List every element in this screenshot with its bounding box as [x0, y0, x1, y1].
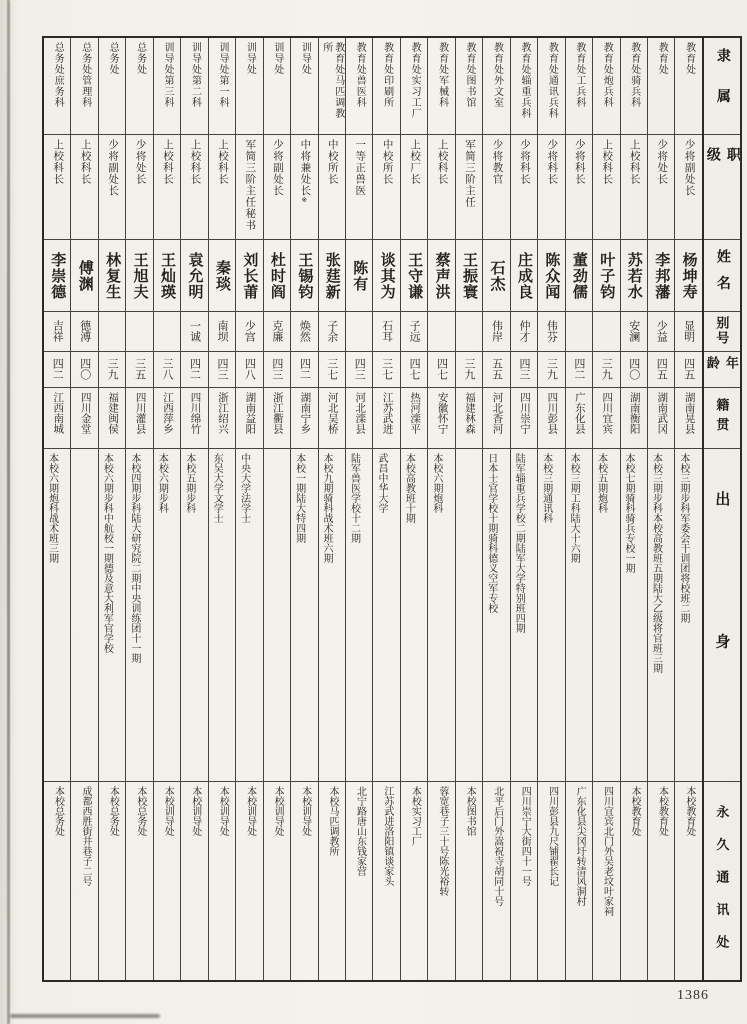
address-cell: 本校训导处 [236, 781, 262, 980]
rank-cell: 上校科长 [154, 134, 180, 240]
background-cell: 本校六期炮科战术班三期 [44, 448, 70, 781]
name-cell: 苏若水 [621, 239, 647, 311]
name-cell: 张莛新 [319, 239, 345, 311]
name-cell: 陈众闻 [538, 239, 564, 311]
rank-cell: 中校所长 [373, 134, 399, 240]
address-cell: 江苏武进洛阳镇谈家头 [373, 781, 399, 980]
native-place-cell: 江西萍乡 [154, 387, 180, 449]
age-cell: 四三 [264, 351, 290, 387]
age-cell: 三九 [538, 351, 564, 387]
rank-cell: 上校科长 [209, 134, 235, 240]
age-cell: 四二 [181, 351, 207, 387]
address-cell: 北平后门外嵩祝寺胡同十号 [483, 781, 509, 980]
affiliation-cell: 教育处马匹调教所 [320, 42, 344, 119]
rank-cell: 上校科长 [428, 134, 454, 240]
field-label-age: 年龄 [704, 351, 740, 387]
field-label-alias: 别号 [704, 311, 740, 351]
background-cell: 陆军兽医学校十二期 [346, 448, 372, 781]
affiliation-cell: 总务处庶务科 [52, 42, 64, 108]
affiliation-cell: 教育处通讯兵科 [546, 42, 558, 119]
background-cell: 本校七期骑科骑兵专校一期 [621, 448, 647, 781]
alias-cell: 一诚 [181, 311, 207, 351]
field-label-affiliation: 隶属 [714, 48, 730, 130]
rank-cell: 少将副处长 [264, 134, 290, 240]
alias-cell: 焕然 [291, 311, 317, 351]
name-cell: 袁允明 [181, 239, 207, 311]
affiliation-cell: 教育处兽医科 [354, 42, 366, 108]
rank-cell: 少将副处长 [99, 134, 125, 240]
person-column [235, 38, 262, 980]
address-cell: 本校训导处 [181, 781, 207, 980]
native-place-cell: 四川金堂 [71, 387, 97, 449]
rank-cell: 少将科长 [538, 134, 564, 240]
person-column [263, 38, 290, 980]
age-cell: 三九 [99, 351, 125, 387]
name-cell: 李邦藩 [648, 239, 674, 311]
name-cell: 王振寰 [456, 239, 482, 311]
field-label-name: 姓名 [704, 239, 740, 311]
background-cell: 本校六期炮科 [428, 448, 454, 781]
background-cell: 本校三期步科本校高教班五期陆大乙级将官班三期 [648, 448, 674, 781]
name-cell: 王守谦 [401, 239, 427, 311]
affiliation-cell: 教育处实习工厂 [409, 42, 421, 119]
address-cell: 蓉宽巷子三十号陈光裕转 [428, 781, 454, 980]
native-place-cell: 四川宜宾 [593, 387, 619, 449]
person-column [153, 38, 180, 980]
rank-cell: 军简三阶主任秘书 [236, 134, 262, 240]
age-cell: 四〇 [71, 351, 97, 387]
address-cell: 本校总务处 [44, 781, 70, 980]
rank-cell: 少将科长 [566, 134, 592, 240]
native-place-cell: 浙江衢县 [264, 387, 290, 449]
background-cell: 中央大学法学士 [236, 448, 262, 781]
address-cell: 本校总务处 [126, 781, 152, 980]
native-place-cell: 湖南益阳 [236, 387, 262, 449]
native-place-cell: 四川灌县 [126, 387, 152, 449]
address-cell: 北宁路唐山东钱家营 [346, 781, 372, 980]
address-cell: 本校实习工厂 [401, 781, 427, 980]
person-column [98, 38, 125, 980]
name-cell: 王旭夫 [126, 239, 152, 311]
affiliation-cell: 教育处工兵科 [573, 42, 585, 108]
native-place-cell: 四川绵竹 [181, 387, 207, 449]
rank-cell: 上校厂长 [401, 134, 427, 240]
age-cell: 三七 [319, 351, 345, 387]
name-cell: 秦琰 [209, 239, 235, 311]
address-cell: 本校马匹调教所 [319, 781, 345, 980]
address-cell: 本校教育处 [675, 781, 701, 980]
background-cell [71, 448, 97, 781]
person-column [565, 38, 592, 980]
person-column [647, 38, 674, 980]
rank-cell: 上校科长 [621, 134, 647, 240]
affiliation-cell: 教育处外文室 [491, 42, 503, 108]
name-cell: 董劲儒 [566, 239, 592, 311]
name-cell: 王锡钧 [291, 239, 317, 311]
native-place-cell: 湖南宁乡 [291, 387, 317, 449]
footnote-mark: ※ [300, 196, 309, 205]
name-cell: 陈有 [346, 239, 372, 311]
native-place-cell: 福建林森 [456, 387, 482, 449]
affiliation-cell: 训导处第三科 [162, 42, 174, 108]
age-cell: 三九 [456, 351, 482, 387]
affiliation-cell: 训导处 [244, 42, 256, 75]
affiliation-cell: 训导处第二科 [189, 42, 201, 108]
background-cell: 陆军辎重兵学校二期陆军大学特别班四期 [511, 448, 537, 781]
age-cell: 四二 [291, 351, 317, 387]
rank-cell: 上校科长 [44, 134, 70, 240]
name-cell: 叶子钧 [593, 239, 619, 311]
age-cell: 三九 [593, 351, 619, 387]
background-cell: 本校四期步科陆大研究院二期中央训练团十一期 [126, 448, 152, 781]
age-cell: 四七 [401, 351, 427, 387]
background-cell: 本校九期骑科战术班六期 [319, 448, 345, 781]
alias-cell [346, 311, 372, 351]
page-number: 1386 [677, 988, 709, 1003]
affiliation-cell: 教育处辎重兵科 [518, 42, 530, 119]
address-cell: 本校教育处 [648, 781, 674, 980]
person-column [455, 38, 482, 980]
rank-cell: 少将教官 [483, 134, 509, 240]
rank-cell: 上校科长 [181, 134, 207, 240]
rank-cell: 上校科长 [71, 134, 97, 240]
field-label-address: 永久通讯处 [704, 781, 740, 980]
alias-cell: 显明 [675, 311, 701, 351]
rank-cell: 上校科长 [593, 134, 619, 240]
native-place-cell: 福建闽侯 [99, 387, 125, 449]
alias-cell: 克廉 [264, 311, 290, 351]
name-cell: 李崇德 [44, 239, 70, 311]
person-column [125, 38, 152, 980]
affiliation-cell: 训导处 [271, 42, 283, 75]
affiliation-cell: 教育处炮兵科 [601, 42, 613, 108]
rank-cell: 中将兼处长 ※ [291, 134, 317, 240]
affiliation-cell: 教育处骑兵科 [628, 42, 640, 108]
affiliation-cell: 训导处 [299, 42, 311, 75]
scan-smudge [10, 1014, 160, 1018]
native-place-cell: 江西南城 [44, 387, 70, 449]
native-place-cell: 广东化县 [566, 387, 592, 449]
name-cell: 林复生 [99, 239, 125, 311]
address-cell: 本校教育处 [621, 781, 647, 980]
address-cell: 本校训导处 [154, 781, 180, 980]
affiliation-cell: 教育处印刷所 [381, 42, 393, 108]
age-cell: 四三 [209, 351, 235, 387]
age-cell: 四七 [428, 351, 454, 387]
background-cell [264, 448, 290, 781]
affiliation-cell: 教育处 [683, 42, 695, 75]
person-column [592, 38, 619, 980]
alias-cell: 少益 [648, 311, 674, 351]
person-column [180, 38, 207, 980]
background-cell: 本校三期通讯科 [538, 448, 564, 781]
field-label-column [702, 38, 740, 980]
affiliation-cell: 教育处军械科 [436, 42, 448, 108]
background-cell: 本校三期步科军委会干训团将校班二期 [675, 448, 701, 781]
address-cell: 本校图书馆 [456, 781, 482, 980]
address-cell: 本校训导处 [264, 781, 290, 980]
native-place-cell: 四川崇宁 [511, 387, 537, 449]
affiliation-cell: 总务处管理科 [79, 42, 91, 108]
affiliation-cell: 训导处第一科 [216, 42, 228, 108]
alias-cell: 伟芬 [538, 311, 564, 351]
scan-edge [7, 0, 10, 1024]
age-cell: 三五 [126, 351, 152, 387]
age-cell: 五五 [483, 351, 509, 387]
name-cell: 刘长莆 [236, 239, 262, 311]
background-cell: 本校一期陆大特四期 [291, 448, 317, 781]
background-cell: 本校五期步科 [181, 448, 207, 781]
background-cell [456, 448, 482, 781]
background-cell: 日本士官学校十期骑科德义空军专校 [483, 448, 509, 781]
age-cell: 三八 [154, 351, 180, 387]
address-cell: 四川宜宾北门外吴老坟叶家祠 [593, 781, 619, 980]
native-place-cell: 安徽怀宁 [428, 387, 454, 449]
background-cell: 本校六期步科 [154, 448, 180, 781]
person-column [400, 38, 427, 980]
person-column [44, 38, 70, 980]
address-cell: 本校总务处 [99, 781, 125, 980]
name-cell: 杜时阎 [264, 239, 290, 311]
age-cell: 四五 [675, 351, 701, 387]
field-label-native-place: 籍贯 [704, 387, 740, 449]
name-cell: 傅渊 [71, 239, 97, 311]
rank-cell: 少将科长 [511, 134, 537, 240]
person-column [674, 38, 701, 980]
alias-cell: 伟岸 [483, 311, 509, 351]
name-cell: 谈其为 [373, 239, 399, 311]
native-place-cell: 江苏武进 [373, 387, 399, 449]
alias-cell: 仲才 [511, 311, 537, 351]
age-cell: 四八 [236, 351, 262, 387]
background-cell: 本校高教班十期 [401, 448, 427, 781]
alias-cell [126, 311, 152, 351]
name-cell: 蔡声洪 [428, 239, 454, 311]
address-cell: 广东化县尖冈圩转清风洞村 [566, 781, 592, 980]
native-place-cell: 四川彭县 [538, 387, 564, 449]
person-column [482, 38, 509, 980]
rank-cell: 少将处长 [126, 134, 152, 240]
rank-cell: 少将处长 [648, 134, 674, 240]
alias-cell: 石耳 [373, 311, 399, 351]
alias-cell: 德溥 [71, 311, 97, 351]
background-cell: 武昌中华大学 [373, 448, 399, 781]
alias-cell [99, 311, 125, 351]
background-cell: 东吴大学文学士 [209, 448, 235, 781]
alias-cell [154, 311, 180, 351]
alias-cell: 少宫 [236, 311, 262, 351]
background-cell: 本校六期步科中航校一期德及意大利军官学校 [99, 448, 125, 781]
alias-cell: 子余 [319, 311, 345, 351]
person-column [427, 38, 454, 980]
address-cell: 成都西胜街井巷子二号 [71, 781, 97, 980]
native-place-cell: 湖南武冈 [648, 387, 674, 449]
affiliation-cell: 总务处 [134, 42, 146, 75]
alias-cell: 南坝 [209, 311, 235, 351]
age-cell: 三七 [373, 351, 399, 387]
age-cell: 四二 [44, 351, 70, 387]
alias-cell [428, 311, 454, 351]
age-cell: 四三 [511, 351, 537, 387]
alias-cell: 子远 [401, 311, 427, 351]
person-column [537, 38, 564, 980]
address-cell: 本校训导处 [291, 781, 317, 980]
alias-cell [593, 311, 619, 351]
person-column [372, 38, 399, 980]
affiliation-cell: 教育处 [656, 42, 668, 75]
native-place-cell: 热河滦平 [401, 387, 427, 449]
name-cell: 庄成良 [511, 239, 537, 311]
affiliation-cell: 教育处图书馆 [464, 42, 476, 108]
background-cell: 本校三期工科陆大十六期 [566, 448, 592, 781]
native-place-cell: 湖南晃县 [675, 387, 701, 449]
address-cell: 四川彭县九尺铺翟长记 [538, 781, 564, 980]
alias-cell: 安澜 [621, 311, 647, 351]
age-cell: 四五 [648, 351, 674, 387]
alias-cell [456, 311, 482, 351]
personnel-roster-table [42, 36, 742, 982]
native-place-cell: 浙江绍兴 [209, 387, 235, 449]
address-cell: 四川崇宁大街四十一号 [511, 781, 537, 980]
rank-cell: 中校所长 [319, 134, 345, 240]
field-label-rank: 职级 [704, 134, 740, 240]
person-column [345, 38, 372, 980]
age-cell: 四〇 [621, 351, 647, 387]
person-column [208, 38, 235, 980]
address-cell: 本校训导处 [209, 781, 235, 980]
rank-cell: 少将副处长 [675, 134, 701, 240]
name-cell: 石杰 [483, 239, 509, 311]
native-place-cell: 河北香河 [483, 387, 509, 449]
native-place-cell: 河北吴桥 [319, 387, 345, 449]
alias-cell [566, 311, 592, 351]
native-place-cell: 湖南衡阳 [621, 387, 647, 449]
person-column [290, 38, 317, 980]
person-column [620, 38, 647, 980]
name-cell: 杨坤寿 [675, 239, 701, 311]
person-column [510, 38, 537, 980]
alias-cell: 吉祥 [44, 311, 70, 351]
age-cell: 四二 [566, 351, 592, 387]
person-column [70, 38, 97, 980]
rank-cell: 军简三阶主任 [456, 134, 482, 240]
rank-cell: 一等正兽医 [346, 134, 372, 240]
person-column [318, 38, 345, 980]
background-cell: 本校五期炮科 [593, 448, 619, 781]
native-place-cell: 河北滦县 [346, 387, 372, 449]
name-cell: 王灿瑛 [154, 239, 180, 311]
affiliation-cell: 总务处 [107, 42, 119, 75]
age-cell: 四三 [346, 351, 372, 387]
field-label-background: 出身 [704, 448, 740, 781]
